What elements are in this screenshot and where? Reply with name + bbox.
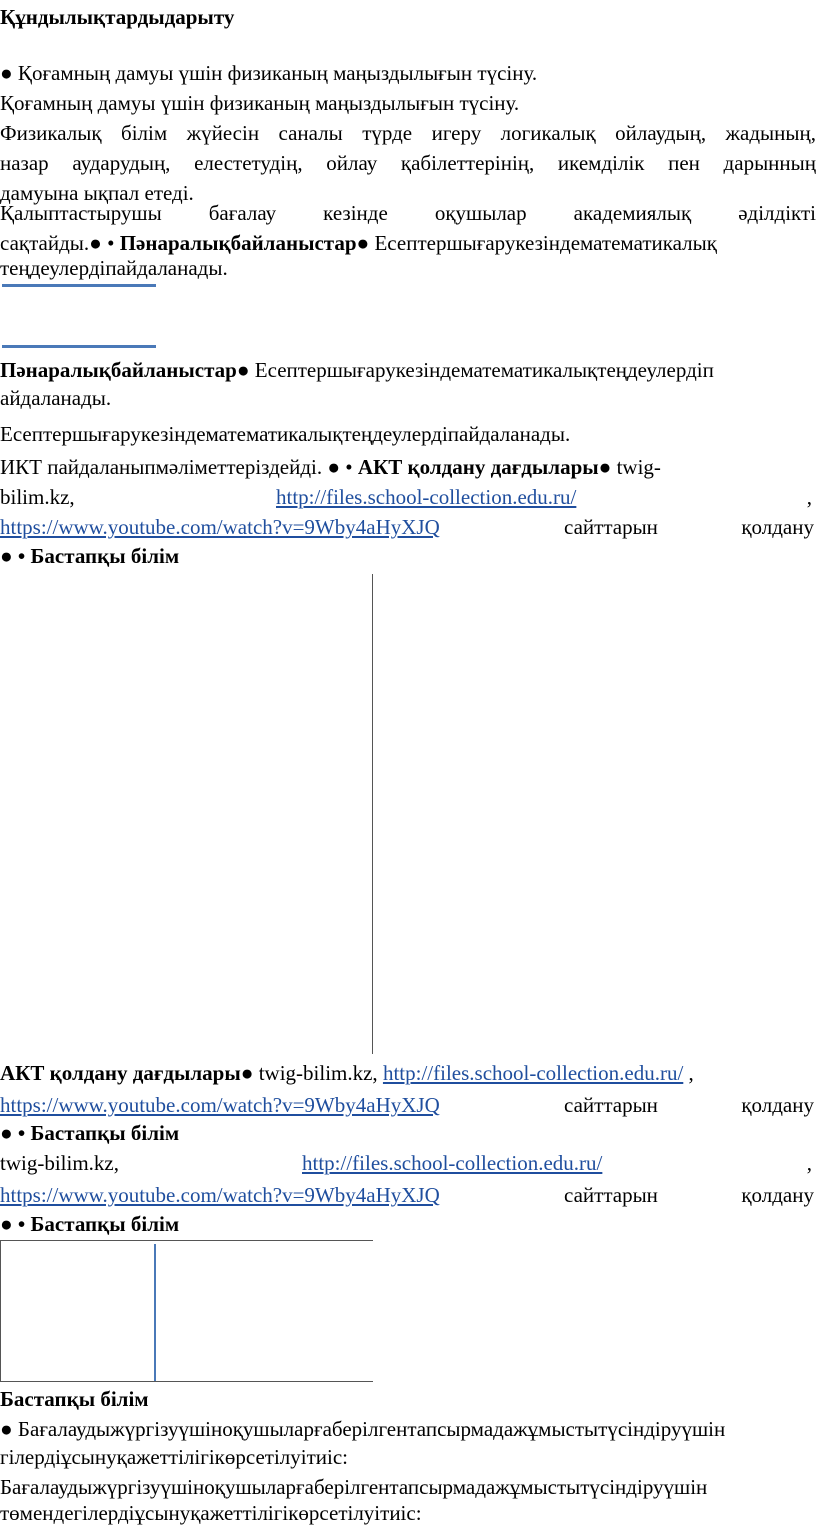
values-bullet: ● Қоғамның дамуы үшін физиканың маңыздылығын түсіну. <box>0 61 538 85</box>
basic-title: Бастапқы білім <box>0 1387 149 1411</box>
interdisciplinary-line: айдаланады. <box>0 386 112 410</box>
values-paragraph-line: назар аударудың, елестетудің, ойлау қабілеттерінің, икемділік пен дарынның <box>0 151 816 175</box>
values-paragraph-line: теңдеулердіпайдаланады. <box>0 256 228 280</box>
basic-line: төмендегілердіұсынуқажеттілігікөрсетілуітиіс: <box>0 1501 422 1525</box>
ict-line: ● • Бастапқы білім <box>0 1212 180 1236</box>
school-collection-link[interactable]: http://files.school-collection.edu.ru/ <box>276 485 577 509</box>
interdisciplinary-line: ИКТ пайдаланыпмәліметтеріздейді. ● • АКТ қолдану дағдылары● twig- <box>0 455 661 479</box>
youtube-link[interactable]: https://www.youtube.com/watch?v=9Wby4aHyXJQ <box>0 1093 440 1117</box>
table-border-line <box>0 1240 373 1241</box>
ict-line: https://www.youtube.com/watch?v=9Wby4aHyXJQ сайттарын қолдану <box>0 1093 814 1117</box>
values-paragraph-line: Физикалық білім жүйесін саналы түрде игеру логикалық ойлаудың, жадының, <box>0 121 816 145</box>
table-border-line <box>0 1240 1 1381</box>
basic-line: ● Бағалаудыжүргізуүшіноқушыларғаберілгентапсырмадажұмыстытүсіндіруүшін <box>0 1417 726 1441</box>
youtube-link[interactable]: https://www.youtube.com/watch?v=9Wby4aHyXJQ <box>0 515 440 539</box>
table-border-line <box>372 574 373 1054</box>
values-paragraph-line: Қалыптастырушы бағалау кезінде оқушылар академиялық әділдікті <box>0 201 816 225</box>
page-heading: Құндылықтардыдарыту <box>0 5 235 29</box>
basic-line: гілердіұсынуқажеттілігікөрсетілуітиіс: <box>0 1445 349 1469</box>
interdisciplinary-line: https://www.youtube.com/watch?v=9Wby4aHyXJQ сайттарын қолдану <box>0 515 814 539</box>
interdisciplinary-line: Есептершығарукезіндематематикалықтеңдеулердіпайдаланады. <box>0 422 571 446</box>
section-divider <box>2 284 156 287</box>
basic-line: Бағалаудыжүргізуүшіноқушыларғаберілгентапсырмадажұмыстытүсіндіруүшін <box>0 1475 708 1499</box>
school-collection-link[interactable]: http://files.school-collection.edu.ru/ <box>302 1151 603 1175</box>
table-border-line <box>0 1381 373 1382</box>
table-border-line <box>154 1244 156 1381</box>
values-line: Қоғамның дамуы үшін физиканың маңыздылығын түсіну. <box>0 91 520 115</box>
school-collection-link[interactable]: http://files.school-collection.edu.ru/ <box>382 1061 684 1085</box>
ict-line: АКТ қолдану дағдылары● twig-bilim.kz, http://files.school-collection.edu.ru/ , <box>0 1061 694 1085</box>
interdisciplinary-line: Пәнаралықбайланыстар● Есептершығарукезіндематематикалықтеңдеулердіп <box>0 358 714 382</box>
ict-line: https://www.youtube.com/watch?v=9Wby4aHyXJQ сайттарын қолдану <box>0 1183 814 1207</box>
ict-line: ● • Бастапқы білім <box>0 1121 180 1145</box>
interdisciplinary-line: ● • Бастапқы білім <box>0 544 180 568</box>
youtube-link[interactable]: https://www.youtube.com/watch?v=9Wby4aHyXJQ <box>0 1183 440 1207</box>
section-divider <box>2 345 156 348</box>
ict-line: twig-bilim.kz, http://files.school-collection.edu.ru/ , <box>0 1148 816 1178</box>
interdisciplinary-line: bilim.kz, http://files.school-collection.edu.ru/ , <box>0 482 816 512</box>
values-paragraph-line: дамуына ықпал етеді. <box>0 181 194 205</box>
values-paragraph-line: сақтайды.● • Пәнаралықбайланыстар● Есептершығарукезіндематематикалық <box>0 231 717 255</box>
